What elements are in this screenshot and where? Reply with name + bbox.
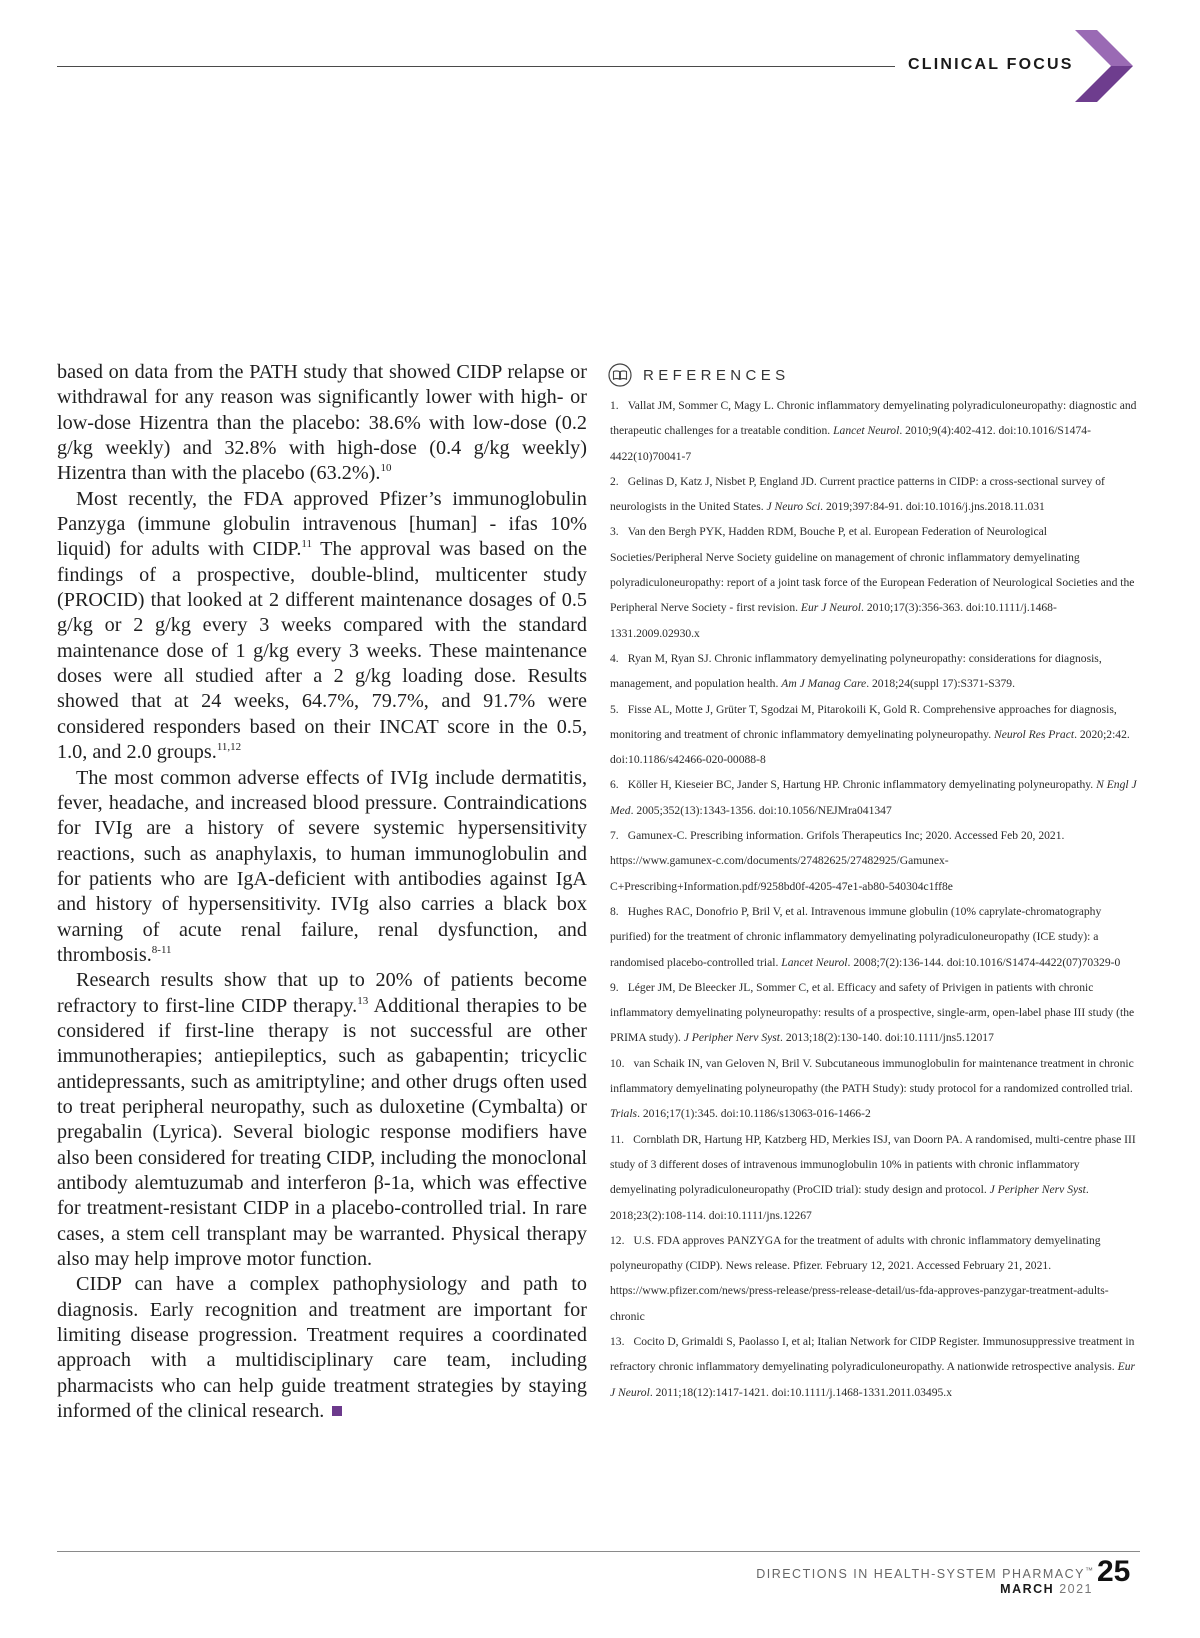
reference-item (610, 823, 1140, 899)
end-of-article-square-icon (332, 1406, 342, 1416)
issue-month: MARCH (1000, 1582, 1055, 1596)
reference-number: 4. (610, 651, 619, 665)
reference-number: 11. (610, 1132, 625, 1146)
reference-text: Köller H, Kieseier BC, Jander S, Hartung HP. Chronic inflammatory demyelinating polyneuropathy. (627, 778, 1097, 792)
reference-list (610, 393, 1140, 1405)
reference-text: Van den Bergh PYK, Hadden RDM, Bouche P, et al. European Federation of Neurological Societies/Peripheral Nerve Society guideline on management of chronic inflammatory demyelinating polyradiculoneuropathy: report of a joint task force of the European Federation of Neurological Societies and the Peripheral Nerve Society - first revision. (610, 525, 1135, 615)
reference-item (610, 519, 1140, 645)
reference-item (610, 1329, 1140, 1405)
article-body (57, 360, 587, 1424)
journal-name: J Neuro Sci (766, 500, 821, 514)
reference-item (610, 646, 1140, 697)
citation-superscript: 11,12 (216, 741, 242, 754)
journal-name: J Peripher Nerv Syst (683, 1031, 781, 1045)
journal-name: N Engl J Med (610, 778, 1137, 817)
reference-item (610, 1127, 1140, 1228)
reference-text: Cocito D, Grimaldi S, Paolasso I, et al; Italian Network for CIDP Register. Immunosuppressive treatment in refractory chronic inflammatory demyelinating polyradiculoneuropathy. A nationwide retrospective analysis. (610, 1334, 1135, 1374)
reference-text: . 2016;17(1):345. doi:10.1186/s13063-016-1466-2 (637, 1107, 871, 1121)
reference-text: Cornblath DR, Hartung HP, Katzberg HD, Merkies ISJ, van Doorn PA. A randomised, multi-centre phase III study of 3 different doses of intravenous immunoglobulin 10% in patients with chronic inflammatory demyelinating polyradiculoneuropathy (ProCID trial): study design and protocol. (610, 1132, 1136, 1197)
journal-name: Am J Manag Care (781, 677, 867, 691)
reference-text: Vallat JM, Sommer C, Magy L. Chronic inflammatory demyelinating polyradiculoneuropathy: diagnostic and therapeutic challenges for a treatable condition. (610, 399, 1137, 438)
book-icon (607, 363, 633, 387)
reference-number: 8. (610, 904, 619, 918)
page-number: 25 (1097, 1555, 1131, 1588)
reference-text: . 2018;23(2):108-114. doi:10.1111/jns.12267 (610, 1183, 1089, 1222)
body-paragraph (57, 968, 587, 1272)
section-label: CLINICAL FOCUS (908, 56, 1074, 73)
reference-number: 6. (610, 778, 619, 792)
text-run: CIDP can have a complex pathophysiology and path to diagnosis. Early recognition and treatment are important for limiting disease progression. Treatment requires a coordinated approach with a multidisciplinary care team, including pharmacists who can help guide treatment strategies by staying informed of the clinical research. (57, 1273, 587, 1423)
reference-number: 3. (610, 525, 619, 539)
text-run: Research results show that up to 20% of patients become refractory to first-line CIDP therapy. (57, 969, 587, 1017)
reference-text: Ryan M, Ryan SJ. Chronic inflammatory demyelinating polyneuropathy: considerations for diagnosis, management, and population health. (610, 651, 1102, 691)
journal-name: J Peripher Nerv Syst (989, 1183, 1086, 1197)
reference-text: . 2011;18(12):1417-1421. doi:10.1111/j.1468-1331.2011.03495.x (649, 1385, 953, 1399)
references-section (610, 363, 1140, 1405)
reference-number: 1. (610, 399, 619, 412)
text-run: The approval was based on the findings of a prospective, double-blind, multicenter study (PROCID) that looked at 2 different maintenance dosages of 0.5 g/kg or 2 g/kg every 3 weeks compared with the standard maintenance dose of 1 g/kg every 3 weeks. These maintenance doses were all studied after a 2 g/kg loading dose. Results showed that at 24 weeks, 64.7%, 79.7%, and 91.7% were considered responders based on their INCAT score in the 0.5, 1.0, and 2.0 groups. (57, 538, 587, 764)
reference-text: Hughes RAC, Donofrio P, Bril V, et al. Intravenous immune globulin (10% caprylate-chromatography purified) for the treatment of chronic inflammatory demyelinating polyradiculoneuropathy (ICE study): a randomised placebo-controlled trial. (610, 904, 1102, 969)
reference-item (610, 772, 1140, 823)
journal-name: Neurol Res Pract (994, 727, 1075, 741)
journal-name: Eur J Neurol (800, 601, 862, 615)
reference-number: 9. (610, 980, 619, 994)
reference-text: . 2010;17(3):356-363. doi:10.1111/j.1468-1331.2009.02930.x (610, 601, 1057, 640)
reference-text: . 2013;18(2):130-140. doi:10.1111/jns5.12017 (780, 1031, 994, 1045)
body-paragraph (57, 766, 587, 969)
reference-item (610, 1228, 1140, 1329)
reference-text: van Schaik IN, van Geloven N, Bril V. Subcutaneous immunoglobulin for maintenance treatment in chronic inflammatory demyelinating polyneuropathy (the PATH Study): study protocol for a randomized controlled trial. (610, 1056, 1134, 1096)
text-run: Additional therapies to be considered if first-line therapy is not successful are other immunotherapies; antiepileptics, such as gabapentin; tricyclic antidepressants, such as amitriptyline; and other drugs often used to treat peripheral neuropathy, such as duloxetine (Cymbalta) or pregabalin (Lyrica). Several biologic response modifiers have also been considered for treating CIDP, including the monoclonal antibody alemtuzumab and interferon β-1a, which was effective for treatment-resistant CIDP in a placebo-controlled trial. In rare cases, a stem cell transplant may be warranted. Physical therapy also may help improve motor function. (57, 994, 587, 1271)
reference-number: 5. (610, 702, 619, 716)
references-title: REFERENCES (643, 366, 790, 384)
reference-item (610, 697, 1140, 773)
reference-item (610, 975, 1140, 1051)
reference-text: . 2020;2:42. doi:10.1186/s42466-020-00088-8 (610, 727, 1130, 767)
body-paragraph (57, 1272, 587, 1424)
reference-text: Gamunex-C. Prescribing information. Grifols Therapeutics Inc; 2020. Accessed Feb 20, 2021. https://www.gamunex-c.com/documents/27482625/27482925/Gamunex-C+Prescribing+Information.pdf/9258bd0f-4205-47e1-ab80-540304c1ff8e (610, 829, 1065, 893)
journal-name: Eur J Neurol (610, 1360, 1135, 1399)
reference-number: 12. (610, 1233, 625, 1247)
header-rule (57, 66, 895, 67)
reference-number: 2. (610, 474, 619, 488)
reference-item (610, 1051, 1140, 1127)
citation-superscript: 13 (357, 994, 369, 1007)
reference-item (610, 469, 1140, 520)
reference-text: . 2010;9(4):402-412. doi:10.1016/S1474-4422(10)70041-7 (610, 424, 1091, 463)
reference-number: 13. (610, 1334, 625, 1348)
reference-item (610, 393, 1140, 469)
references-header (610, 363, 1140, 387)
reference-text: . 2005;352(13):1343-1356. doi:10.1056/NEJMra041347 (630, 803, 892, 817)
citation-superscript: 11 (301, 538, 312, 551)
chevron-arrow-icon (1075, 30, 1133, 102)
text-run: based on data from the PATH study that showed CIDP relapse or withdrawal for any reason was significantly lower with high- or low-dose Hizentra than the placebo: 38.6% with low-dose (0.2 g/kg weekly) and 32.8% with high-dose (0.4 g/kg weekly) Hizentra than with the placebo (63.2%). (57, 361, 587, 485)
reference-text: U.S. FDA approves PANZYGA for the treatment of adults with chronic inflammatory demyelinating polyneuropathy (CIDP). News release. Pfizer. February 12, 2021. Accessed February 21, 2021. https://www.pfizer.com/news/press-release/press-release-detail/us-fda-approves-panzygar-treatment-adults-chronic (610, 1233, 1109, 1323)
journal-name: Lancet Neurol (833, 424, 900, 438)
body-paragraph (57, 360, 587, 487)
reference-text: . 2018;24(suppl 17):S371-S379. (866, 677, 1015, 691)
citation-superscript: 10 (380, 462, 392, 475)
reference-number: 7. (610, 829, 619, 843)
reference-item (610, 899, 1140, 975)
publication-name: DIRECTIONS IN HEALTH-SYSTEM PHARMACY (756, 1567, 1085, 1581)
reference-text: . 2019;397:84-91. doi:10.1016/j.jns.2018.11.031 (820, 500, 1045, 514)
reference-number: 10. (610, 1056, 625, 1070)
text-run: The most common adverse effects of IVIg include dermatitis, fever, headache, and increased blood pressure. Contraindications for IVIg are a history of severe systemic hypersensitivity reactions, such as anaphylaxis, to human immunoglobulin and for patients who are IgA-deficient with antibodies against IgA and history of hypersensitivity. IVIg also carries a black box warning of acute renal failure, renal dysfunction, and thrombosis. (57, 766, 587, 966)
footer-publication (756, 1563, 1093, 1597)
body-paragraph (57, 487, 587, 766)
issue-year: 2021 (1059, 1582, 1093, 1596)
text-run: Most recently, the FDA approved Pfizer’s immunoglobulin Panzyga (immune globulin intravenous [human] - ifas 10% liquid) for adults with CIDP. (57, 487, 587, 561)
journal-name: Lancet Neurol (781, 955, 848, 969)
reference-text: Fisse AL, Motte J, Grüter T, Sgodzai M, Pitarokoili K, Gold R. Comprehensive approaches for diagnosis, monitoring and treatment of chronic inflammatory demyelinating polyneuropathy. (610, 702, 1117, 741)
footer-rule (57, 1551, 1140, 1552)
reference-text: Léger JM, De Bleecker JL, Sommer C, et al. Efficacy and safety of Privigen in patients with chronic inflammatory demyelinating polyneuropathy: results of a prospective, single-arm, open-label phase III study (the PRIMA study). (610, 980, 1135, 1045)
citation-superscript: 8-11 (151, 943, 172, 956)
journal-name: Trials (610, 1107, 638, 1121)
trademark-mark: ™ (1085, 1566, 1093, 1575)
reference-text: Gelinas D, Katz J, Nisbet P, England JD. Current practice patterns in CIDP: a cross-sectional survey of neurologists in the United States. (610, 474, 1105, 514)
reference-text: . 2008;7(2):136-144. doi:10.1016/S1474-4422(07)70329-0 (847, 955, 1121, 969)
